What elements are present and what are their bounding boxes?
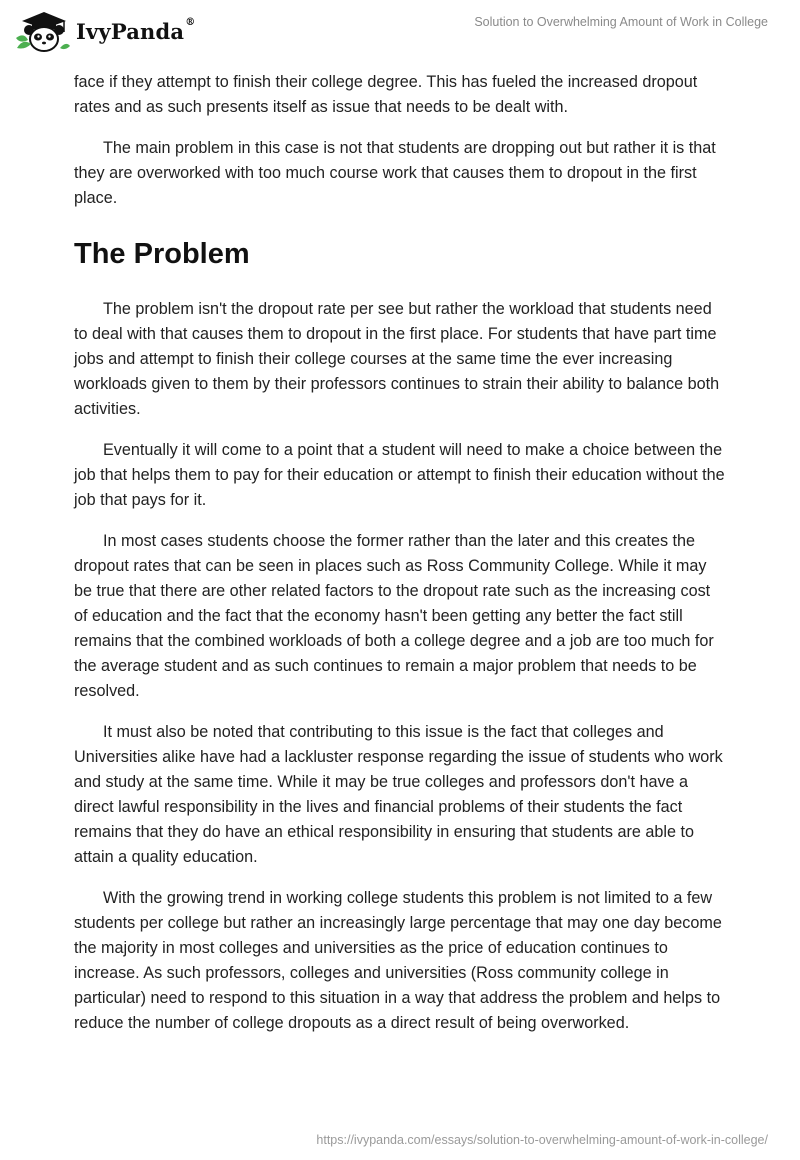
paragraph-problem-4: It must also be noted that contributing to this issue is the fact that colleges and Universities alike have had a lackluster response regarding the issue of students who work and study at the same time. While it may be true colleges and professors don't have a direct lawful responsibility in the lives and financial problems of their students the fact remains that they do have an ethical responsibility in ensuring that students are able to attain a quality education. bbox=[74, 723, 723, 866]
brand-name: IvyPanda® bbox=[76, 16, 196, 44]
paragraph-problem-1: The problem isn't the dropout rate per see but rather the workload that students need to deal with that causes them to dropout in the first place. For students that have part time jobs and attempt to finish their college courses at the same time the ever increasing workloads given to them by their professors continues to strain their ability to balance both activities. bbox=[74, 300, 720, 418]
source-url[interactable]: https://ivypanda.com/essays/solution-to-overwhelming-amount-of-work-in-college/ bbox=[316, 1133, 768, 1147]
paragraph-problem-2: Eventually it will come to a point that a student will need to make a choice between the job that helps them to pay for their education or attempt to finish their education without the job that pays for it. bbox=[74, 441, 725, 509]
paragraph-problem-3: In most cases students choose the former rather than the later and this creates the dropout rates that can be seen in places such as Ross Community College. While it may be true that there are other related factors to the dropout rate such as the increasing cost of education and the fact that the economy hasn't been getting any better the fact still remains that the combined workloads of both a college degree and a job are too much for the average student and as such continues to remain a major problem that needs to be resolved. bbox=[74, 532, 714, 700]
section-heading: The Problem bbox=[74, 238, 250, 270]
paragraph-problem-5: With the growing trend in working college students this problem is not limited to a few students per college but rather an increasingly large percentage that may one day become the majority in most colleges and universities as the price of education continues to increase. As such professors, colleges and universities (Ross community college in particular) need to respond to this situation in a way that address the problem and helps to reduce the number of college dropouts as a direct result of being overworked. bbox=[74, 889, 722, 1032]
essay-content bbox=[74, 70, 728, 1052]
document-title: Solution to Overwhelming Amount of Work in College bbox=[474, 15, 768, 29]
paragraph-intro-1: face if they attempt to finish their college degree. This has fueled the increased dropout rates and as such presents itself as issue that needs to be dealt with. bbox=[74, 73, 698, 116]
panda-graduate-logo-icon bbox=[14, 8, 70, 54]
registered-mark: ® bbox=[185, 16, 196, 28]
paragraph-intro-2: The main problem in this case is not that students are dropping out but rather it is that they are overworked with too much course work that causes them to dropout in the first place. bbox=[74, 139, 716, 207]
page-header bbox=[0, 0, 800, 60]
ivypanda-logo[interactable] bbox=[14, 8, 195, 54]
